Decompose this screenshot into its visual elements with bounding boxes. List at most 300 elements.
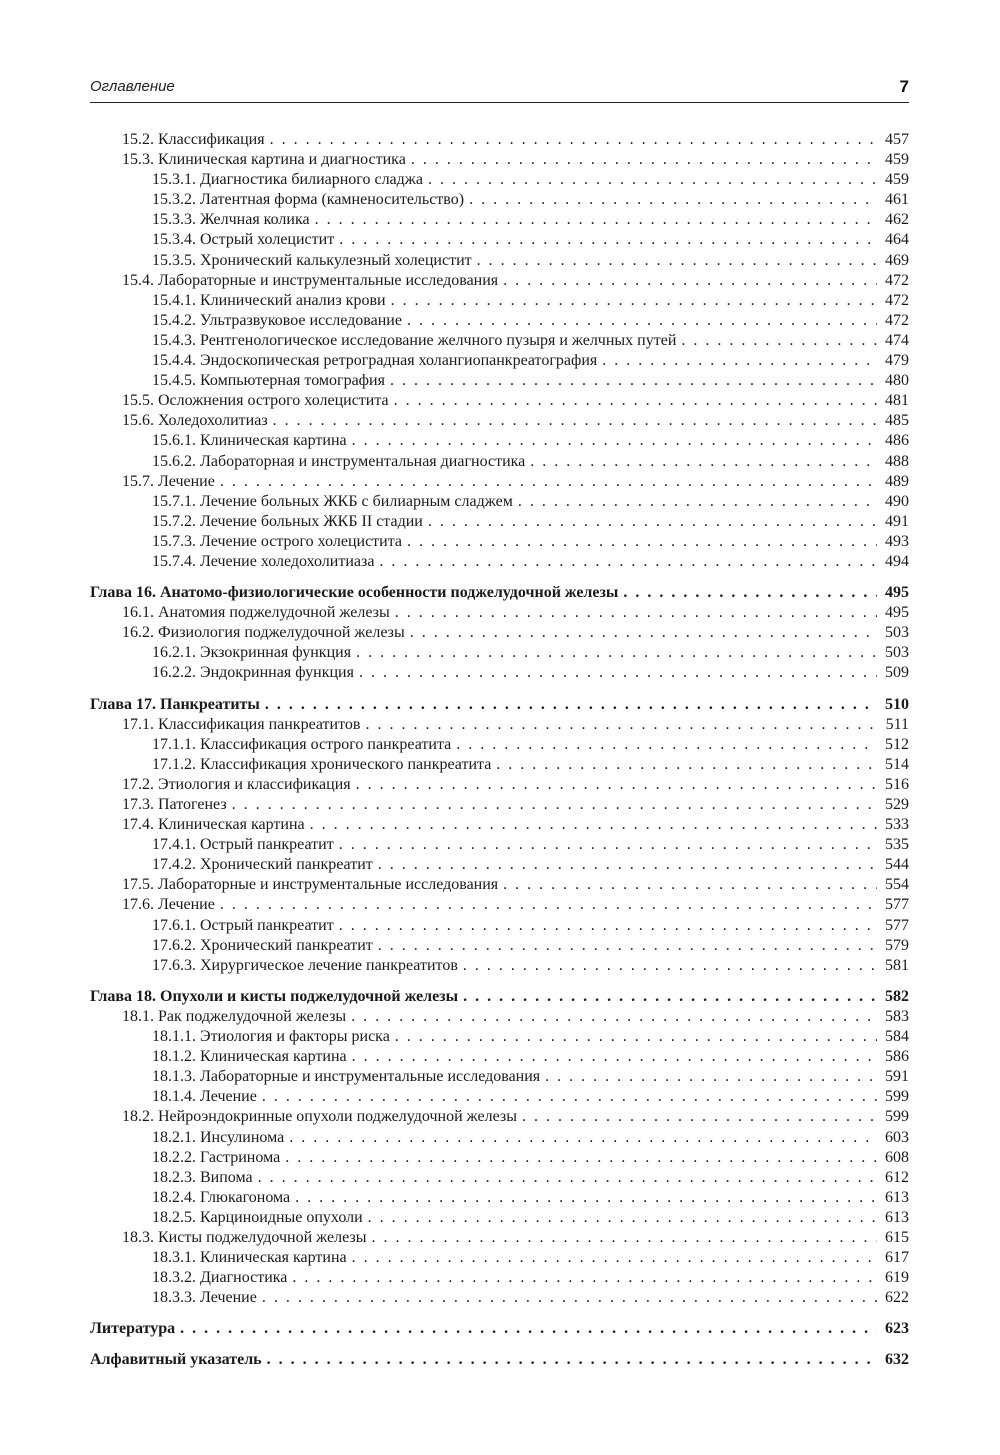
toc-entry[interactable] (90, 150, 909, 170)
toc-entry[interactable] (90, 956, 909, 976)
toc-entry-label (122, 603, 395, 623)
toc-entry-page: 586 (885, 1048, 909, 1066)
toc-entry[interactable] (90, 532, 909, 552)
toc-entry-number: 15.3.5. (152, 251, 196, 269)
toc-entry[interactable] (90, 1268, 909, 1288)
toc-entry-label (152, 735, 456, 755)
toc-entry-label (152, 532, 407, 552)
toc-entry[interactable] (90, 130, 909, 150)
toc-entry-title: Классификация (158, 131, 265, 148)
toc-entry-page: 486 (885, 432, 909, 450)
toc-entry-label (152, 230, 339, 250)
toc-entry-title: Лечение (158, 896, 215, 914)
toc-backmatter[interactable] (90, 1319, 909, 1339)
toc-entry-page: 612 (885, 1168, 909, 1186)
toc-entry-page: 479 (885, 352, 909, 370)
toc-entry-page: 474 (885, 331, 909, 349)
toc-entry-number: 17.3. (122, 796, 154, 813)
toc-entry[interactable] (90, 875, 909, 895)
toc-entry-label (152, 1168, 258, 1188)
toc-entry-number: 15.7. (122, 472, 154, 490)
toc-entry-number: 17.6. (122, 896, 154, 914)
toc-entry-number: 15.7.4. (152, 552, 196, 570)
dot-leader (351, 1007, 877, 1027)
toc-entry-page: 516 (885, 775, 909, 793)
toc-entry-number: 15.3.2. (152, 191, 196, 209)
toc-entry-page: 603 (885, 1128, 909, 1146)
toc-entry-label (90, 1319, 180, 1339)
toc-entry-title: Кисты поджелудочной железы (158, 1228, 367, 1246)
toc-entry-title: Холедохолитиаз (158, 412, 268, 430)
toc-entry[interactable] (90, 603, 909, 623)
dot-leader (339, 835, 877, 855)
dot-leader (496, 755, 877, 775)
toc-entry-title: Инсулинома (200, 1128, 285, 1146)
toc-entry-page: 554 (885, 876, 909, 894)
toc-entry[interactable] (90, 230, 909, 250)
table-of-contents (90, 130, 909, 1371)
toc-entry-number: 18.3. (122, 1228, 154, 1246)
toc-entry-number: 18.2.4. (152, 1188, 196, 1206)
toc-entry-title: Анатомия поджелудочной железы (158, 604, 390, 622)
toc-entry[interactable] (90, 431, 909, 451)
toc-entry[interactable] (90, 895, 909, 915)
toc-entry-number: 18.1.2. (152, 1048, 196, 1066)
toc-entry-label (152, 170, 428, 190)
toc-entry-label (122, 815, 310, 835)
toc-entry[interactable] (90, 715, 909, 735)
dot-leader (339, 916, 877, 936)
toc-entry-label (122, 1107, 522, 1127)
toc-entry-label (152, 311, 407, 331)
toc-entry-label (122, 1228, 371, 1248)
toc-entry-label (152, 1148, 285, 1168)
toc-entry[interactable] (90, 1067, 909, 1087)
toc-entry-title: Лабораторные и инструментальные исследования (158, 271, 499, 289)
toc-entry-label (152, 1288, 262, 1308)
toc-chapter[interactable] (90, 695, 909, 715)
toc-entry[interactable] (90, 391, 909, 411)
toc-entry-title: Острый панкреатит (200, 916, 334, 934)
toc-entry-number: 15.2. (122, 131, 154, 148)
dot-leader (623, 583, 877, 603)
dot-leader (428, 170, 877, 190)
toc-entry-label (90, 1350, 267, 1370)
toc-entry-page: 579 (885, 936, 909, 954)
toc-entry-page: 632 (885, 1351, 909, 1369)
toc-entry-page: 623 (885, 1320, 909, 1338)
toc-entry[interactable] (90, 452, 909, 472)
toc-entry-number: 16.2.1. (152, 644, 196, 662)
toc-entry-title: Лечение острого холецистита (200, 532, 403, 550)
dot-leader (339, 230, 877, 250)
toc-entry-title: Лечение больных ЖКБ с билиарным сладжем (200, 492, 513, 510)
dot-leader (262, 1087, 877, 1107)
toc-entry-page: 577 (885, 896, 909, 914)
toc-entry-label (152, 331, 681, 351)
toc-entry-title: Клиническая картина (200, 432, 347, 450)
dot-leader (270, 130, 877, 150)
toc-entry-label (152, 190, 469, 210)
toc-entry-page: 503 (885, 644, 909, 662)
dot-leader (180, 1319, 877, 1339)
dot-leader (292, 1268, 877, 1288)
dot-leader (428, 512, 877, 532)
toc-entry-label (152, 371, 390, 391)
toc-entry-label (152, 1208, 368, 1228)
toc-entry-title: Эндоскопическая ретроградная холангиопанкреатография (200, 352, 598, 370)
toc-entry-page: 495 (885, 604, 909, 622)
toc-entry-number: 17.4. (122, 816, 154, 834)
toc-entry-number: 17.2. (122, 775, 154, 793)
toc-entry-page: 472 (885, 291, 909, 309)
toc-entry-title: Опухоли и кисты поджелудочной железы (160, 987, 459, 1005)
toc-entry-number: 17.1.1. (152, 735, 196, 753)
dot-leader (391, 291, 877, 311)
toc-backmatter[interactable] (90, 1350, 909, 1370)
toc-entry-label (152, 291, 391, 311)
toc-entry-number: 15.7.3. (152, 532, 196, 550)
toc-entry-number: 18.1.3. (152, 1068, 196, 1086)
toc-entry[interactable] (90, 311, 909, 331)
toc-entry-label (122, 271, 503, 291)
toc-entry-page: 459 (885, 151, 909, 169)
toc-entry-number: 18.3.3. (152, 1289, 196, 1307)
toc-entry[interactable] (90, 1188, 909, 1208)
toc-entry-label (152, 431, 352, 451)
toc-entry-title: Лабораторные и инструментальные исследования (200, 1068, 541, 1086)
toc-entry-title: Ультразвуковое исследование (200, 311, 402, 329)
toc-entry-label (122, 391, 394, 411)
toc-entry-label (152, 1047, 352, 1067)
toc-entry-label (152, 1248, 352, 1268)
toc-entry-label (122, 472, 220, 492)
toc-entry[interactable] (90, 271, 909, 291)
toc-entry-title: Клиническая картина (200, 1249, 347, 1267)
toc-entry[interactable] (90, 170, 909, 190)
toc-entry-label (122, 623, 410, 643)
toc-entry[interactable] (90, 331, 909, 351)
toc-entry-number: 18.3.2. (152, 1269, 196, 1287)
toc-entry-number: 18.2.1. (152, 1128, 196, 1146)
toc-entry-number: 15.7.1. (152, 492, 196, 510)
toc-entry-label (152, 251, 477, 271)
toc-entry-label (152, 855, 378, 875)
dot-leader (602, 351, 877, 371)
toc-chapter[interactable] (90, 987, 909, 1007)
dot-leader (411, 150, 877, 170)
toc-entry-page: 608 (885, 1148, 909, 1166)
toc-entry[interactable] (90, 1128, 909, 1148)
toc-entry-label (152, 492, 518, 512)
dot-leader (378, 855, 877, 875)
toc-entry-page: 490 (885, 492, 909, 510)
dot-leader (273, 411, 877, 431)
dot-leader (365, 715, 877, 735)
toc-entry[interactable] (90, 795, 909, 815)
toc-entry[interactable] (90, 190, 909, 210)
dot-leader (262, 1288, 877, 1308)
toc-entry-number: 17.6.3. (152, 956, 196, 974)
toc-entry-title: Классификация хронического панкреатита (200, 755, 492, 773)
toc-entry-page: 509 (885, 664, 909, 682)
toc-entry[interactable] (90, 371, 909, 391)
toc-entry-page: 617 (885, 1249, 909, 1267)
toc-entry-label (152, 936, 378, 956)
toc-entry[interactable] (90, 835, 909, 855)
toc-entry[interactable] (90, 210, 909, 230)
toc-entry[interactable] (90, 1148, 909, 1168)
toc-entry-number: 16.1. (122, 604, 154, 622)
toc-entry-page: 461 (885, 191, 909, 209)
toc-entry-number: 15.5. (122, 392, 154, 410)
toc-entry-number: Глава 17. (90, 695, 156, 713)
dot-leader (289, 1128, 877, 1148)
toc-entry-label (152, 210, 315, 230)
toc-entry-title: Гастринома (200, 1148, 281, 1166)
toc-entry[interactable] (90, 855, 909, 875)
toc-entry-page: 489 (885, 472, 909, 490)
toc-entry-page: 488 (885, 452, 909, 470)
toc-entry[interactable] (90, 492, 909, 512)
toc-entry-number: 17.1.2. (152, 755, 196, 773)
running-header (90, 72, 909, 103)
running-header-title: Оглавление (90, 78, 175, 95)
toc-entry-number: 17.6.1. (152, 916, 196, 934)
toc-entry-number: 15.3.3. (152, 211, 196, 229)
dot-leader (394, 391, 877, 411)
toc-entry-label (122, 1007, 351, 1027)
dot-leader (368, 1208, 877, 1228)
toc-entry-page: 535 (885, 836, 909, 854)
dot-leader (371, 1228, 877, 1248)
toc-entry-number: 15.6.1. (152, 432, 196, 450)
toc-entry-page: 533 (885, 816, 909, 834)
toc-entry-title: Классификация панкреатитов (158, 715, 361, 733)
toc-entry-label (152, 956, 463, 976)
toc-entry-title: Диагностика билиарного сладжа (200, 171, 423, 189)
dot-leader (356, 775, 877, 795)
toc-entry-number: 18.2.3. (152, 1168, 196, 1186)
toc-entry-page: 615 (885, 1228, 909, 1246)
dot-leader (220, 472, 877, 492)
toc-entry-page: 599 (885, 1088, 909, 1106)
dot-leader (258, 1168, 877, 1188)
toc-entry-title: Острый холецистит (200, 231, 335, 249)
toc-entry-page: 503 (885, 624, 909, 642)
dot-leader (379, 552, 877, 572)
toc-entry-title: Компьютерная томография (200, 372, 385, 390)
toc-entry-page: 495 (885, 584, 909, 602)
toc-entry-label (152, 1268, 292, 1288)
toc-entry-title: Клиническая картина (158, 816, 305, 834)
toc-chapter[interactable] (90, 583, 909, 603)
dot-leader (232, 795, 877, 815)
toc-entry[interactable] (90, 291, 909, 311)
toc-entry-page: 512 (885, 735, 909, 753)
dot-leader (356, 643, 877, 663)
dot-leader (456, 735, 877, 755)
toc-entry-title: Лечение холедохолитиаза (200, 552, 375, 570)
dot-leader (503, 875, 877, 895)
toc-entry-title: Экзокринная функция (200, 644, 352, 662)
toc-entry-label (152, 512, 428, 532)
toc-entry-page: 599 (885, 1108, 909, 1126)
toc-entry-label (122, 895, 220, 915)
toc-entry-number: Глава 18. (90, 987, 156, 1005)
toc-entry-title: Латентная форма (камненосительство) (200, 191, 465, 209)
toc-entry-title: Карциноидные опухоли (200, 1208, 363, 1226)
toc-entry-title: Клиническая картина и диагностика (158, 151, 406, 169)
toc-entry-number: 18.1. (122, 1007, 154, 1025)
toc-entry-label (152, 755, 496, 775)
toc-entry-title: Лечение больных ЖКБ II стадии (200, 512, 423, 530)
dot-leader (390, 371, 877, 391)
toc-entry[interactable] (90, 1168, 909, 1188)
toc-entry-title: Этиология и классификация (158, 775, 351, 793)
dot-leader (267, 1350, 877, 1370)
toc-entry[interactable] (90, 472, 909, 492)
toc-entry-title: Острый панкреатит (200, 836, 334, 854)
toc-entry-number: 17.4.1. (152, 836, 196, 854)
toc-entry-page: 544 (885, 856, 909, 874)
toc-entry[interactable] (90, 663, 909, 683)
toc-entry-page: 622 (885, 1289, 909, 1307)
toc-entry-number: 15.6.2. (152, 452, 196, 470)
toc-entry-label (152, 351, 602, 371)
toc-entry-title: Физиология поджелудочной железы (158, 624, 405, 642)
toc-entry-label (152, 835, 339, 855)
toc-entry-label (152, 552, 379, 572)
toc-entry[interactable] (90, 623, 909, 643)
toc-entry-page: 480 (885, 372, 909, 390)
toc-entry[interactable] (90, 1288, 909, 1308)
toc-entry-number: 15.4.4. (152, 352, 196, 370)
toc-entry[interactable] (90, 251, 909, 271)
toc-entry-page: 581 (885, 956, 909, 974)
toc-entry-title: Хронический панкреатит (200, 856, 373, 874)
dot-leader (352, 1248, 877, 1268)
toc-entry-page: 469 (885, 251, 909, 269)
toc-entry[interactable] (90, 1007, 909, 1027)
toc-entry[interactable] (90, 815, 909, 835)
toc-entry-label (122, 150, 411, 170)
toc-entry-label (90, 695, 265, 715)
toc-entry-label (122, 411, 273, 431)
toc-entry-number: 15.3. (122, 151, 154, 169)
toc-entry-number: 15.4. (122, 271, 154, 289)
toc-entry-number: 17.4.2. (152, 856, 196, 874)
toc-entry[interactable] (90, 512, 909, 532)
toc-entry-title: Нейроэндокринные опухоли поджелудочной железы (158, 1108, 517, 1126)
toc-entry-title: Лечение (158, 472, 215, 490)
toc-entry-label (152, 1188, 295, 1208)
toc-entry[interactable] (90, 643, 909, 663)
dot-leader (522, 1107, 877, 1127)
toc-entry-label (122, 130, 270, 150)
toc-entry[interactable] (90, 1027, 909, 1047)
toc-entry-label (90, 583, 623, 603)
toc-entry[interactable] (90, 1248, 909, 1268)
toc-entry[interactable] (90, 1047, 909, 1067)
toc-entry-label (152, 1128, 289, 1148)
dot-leader (285, 1148, 877, 1168)
toc-entry-label (152, 1027, 395, 1047)
toc-entry[interactable] (90, 1087, 909, 1107)
dot-leader (469, 190, 877, 210)
dot-leader (503, 271, 877, 291)
toc-entry-number: 15.4.3. (152, 331, 196, 349)
toc-entry-page: 583 (885, 1007, 909, 1025)
toc-entry-label (122, 795, 232, 815)
toc-entry-page: 491 (885, 512, 909, 530)
toc-entry-label (152, 663, 359, 683)
dot-leader (407, 311, 877, 331)
toc-entry-page: 457 (885, 131, 909, 148)
toc-entry[interactable] (90, 1228, 909, 1248)
toc-entry-title: Литература (90, 1320, 176, 1338)
toc-entry-number: 15.4.5. (152, 372, 196, 390)
toc-entry-label (122, 715, 365, 735)
dot-leader (545, 1067, 877, 1087)
dot-leader (265, 695, 877, 715)
toc-entry-page: 510 (885, 695, 909, 713)
toc-entry-page: 619 (885, 1269, 909, 1287)
dot-leader (395, 1027, 877, 1047)
toc-entry-title: Рак поджелудочной железы (158, 1007, 347, 1025)
toc-entry-title: Диагностика (200, 1269, 288, 1287)
toc-entry-title: Панкреатиты (160, 695, 260, 713)
toc-entry-page: 485 (885, 412, 909, 430)
toc-entry[interactable] (90, 1107, 909, 1127)
toc-entry-number: 15.7.2. (152, 512, 196, 530)
dot-leader (407, 532, 877, 552)
toc-entry[interactable] (90, 552, 909, 572)
dot-leader (310, 815, 877, 835)
toc-entry[interactable] (90, 936, 909, 956)
toc-entry-number: 16.2. (122, 624, 154, 642)
dot-leader (410, 623, 877, 643)
toc-entry-number: 18.2.2. (152, 1148, 196, 1166)
dot-leader (477, 251, 877, 271)
toc-entry[interactable] (90, 411, 909, 431)
toc-entry-page: 493 (885, 532, 909, 550)
toc-entry-number: 15.3.1. (152, 171, 196, 189)
toc-entry[interactable] (90, 735, 909, 755)
toc-entry-title: Глюкагонома (200, 1188, 291, 1206)
dot-leader (295, 1188, 877, 1208)
toc-entry-title: Патогенез (158, 796, 227, 813)
toc-entry[interactable] (90, 1208, 909, 1228)
toc-entry-label (152, 452, 530, 472)
dot-leader (395, 603, 877, 623)
dot-leader (359, 663, 877, 683)
toc-entry-label (90, 987, 463, 1007)
toc-entry[interactable] (90, 775, 909, 795)
toc-entry-title: Випома (200, 1168, 253, 1186)
toc-entry[interactable] (90, 755, 909, 775)
toc-entry-page: 481 (885, 392, 909, 410)
toc-entry-number: 18.1.1. (152, 1028, 196, 1046)
dot-leader (530, 452, 877, 472)
toc-entry[interactable] (90, 916, 909, 936)
dot-leader (352, 431, 877, 451)
toc-entry-page: 459 (885, 171, 909, 189)
toc-entry-title: Рентгенологическое исследование желчного пузыря и желчных путей (200, 331, 677, 349)
toc-entry-number: 17.1. (122, 715, 154, 733)
toc-entry-title: Классификация острого панкреатита (200, 735, 452, 753)
toc-entry[interactable] (90, 351, 909, 371)
